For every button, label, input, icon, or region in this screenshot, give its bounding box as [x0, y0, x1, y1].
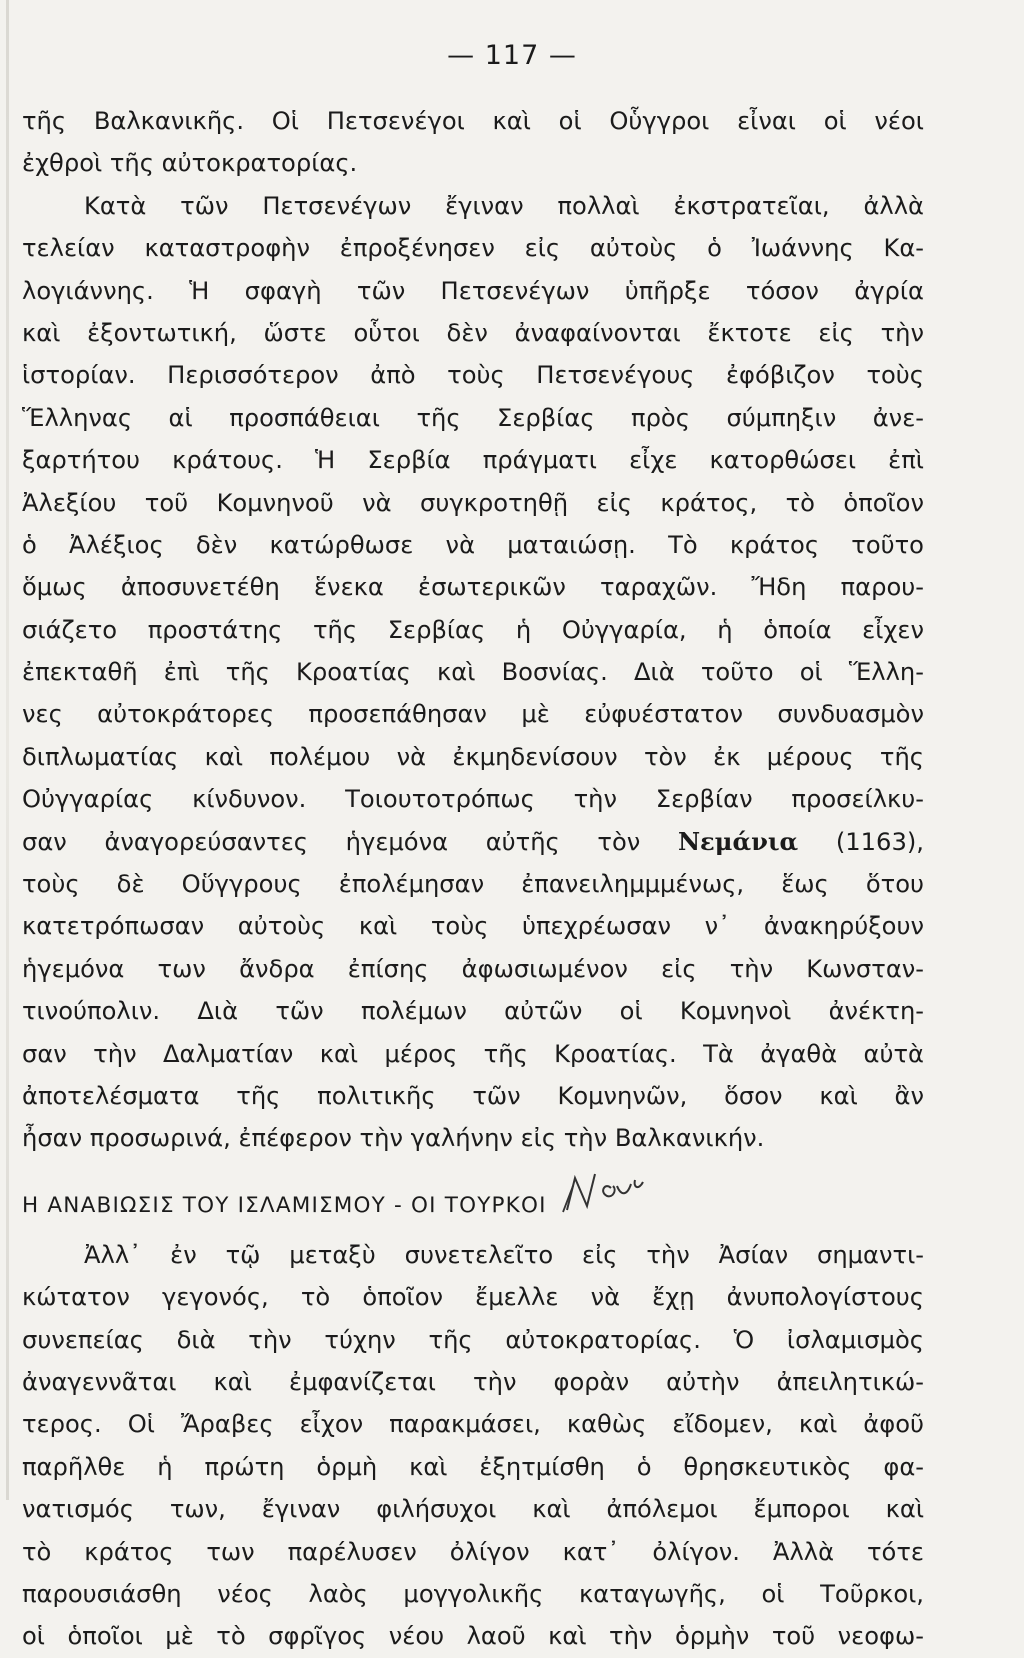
text-line: τινούπολιν. Διὰ τῶν πολέμων αὐτῶν οἱ Κομνηνοὶ ἀνέκτη-: [22, 997, 924, 1026]
text-line: ἐχθροὶ τῆς αὐτοκρατορίας.: [22, 149, 358, 178]
text-line: Οὐγγαρίας κίνδυνον. Τοιουτοτρόπως τὴν Σερβίαν προσείλκυ-: [22, 785, 924, 814]
text-line: ἀναγεννᾶται καὶ ἐμφανίζεται τὴν φορὰν αὐτὴν ἀπειλητικώ-: [22, 1367, 924, 1396]
text-line: τελείαν καταστροφὴν ἐπροξένησεν εἰς αὐτοὺς ὁ Ἰωάννης Κα-: [22, 234, 924, 263]
page-number: — 117 —: [447, 40, 577, 71]
text-line: Ἀλλ᾽ ἐν τῷ μεταξὺ συνετελεῖτο εἰς τὴν Ἀσίαν σημαντι-: [84, 1240, 924, 1269]
text-line: Ἕλληνας αἱ προσπάθειαι τῆς Σερβίας πρὸς σύμπηξιν ἀνε-: [22, 403, 924, 432]
text-line: τῆς Βαλκανικῆς. Οἱ Πετσενέγοι καὶ οἱ Οὗγγροι εἶναι οἱ νέοι: [22, 107, 924, 135]
text-line: ὁ Ἀλέξιος δὲν κατώρθωσε νὰ ματαιώσῃ. Τὸ κράτος τοῦτο: [22, 530, 924, 559]
bold-name-nemanja: Νεμάνια: [677, 826, 799, 856]
text-line: τοὺς δὲ Οὕγγρους ἐπολέμησαν ἐπανειλημμμένως, ἕως ὅτου: [22, 870, 924, 899]
text-line: Κατὰ τῶν Πετσενέγων ἔγιναν πολλαὶ ἐκστρατεῖαι, ἀλλὰ: [84, 191, 924, 220]
text-line: ἐπεκταθῆ ἐπὶ τῆς Κροατίας καὶ Βοσνίας. Διὰ τοῦτο οἱ Ἕλλη-: [22, 658, 924, 687]
section-heading: Η ΑΝΑΒΙΩΣΙΣ ΤΟΥ ΙΣΛΑΜΙΣΜΟΥ - ΟΙ ΤΟΥΡΚΟΙ: [22, 1166, 924, 1234]
text-line: νες αὐτοκράτορες προσεπάθησαν μὲ εὐφυέστατον συνδυασμὸν: [22, 700, 924, 729]
text-line: διπλωματίας καὶ πολέμου νὰ ἐκμηδενίσουν τὸν ἐκ μέρους τῆς: [22, 742, 924, 771]
paragraph-islam-turks: [22, 1234, 924, 1658]
text-line: σιάζετο προστάτης τῆς Σερβίας ἡ Οὐγγαρία, ἡ ὁποία εἶχεν: [22, 615, 924, 644]
text-line: οἱ ὁποῖοι μὲ τὸ σφρῖγος νέου λαοῦ καὶ τὴν ὁρμὴν τοῦ νεοφω-: [22, 1622, 924, 1651]
text-line: ὅμως ἀποσυνετέθη ἕνεκα ἐσωτερικῶν ταραχῶν. Ἤδη παρου-: [22, 573, 924, 602]
text-line-nemanja: σαν ἀναγορεύσαντες ἡγεμόνα αὐτῆς τὸν Νεμάνια (1163),: [22, 826, 924, 856]
page-text: [22, 100, 924, 1658]
text-line: κώτατον γεγονός, τὸ ὁποῖον ἔμελλε νὰ ἔχῃ ἀνυπολογίστους: [22, 1283, 924, 1312]
text-line: νατισμός των, ἔγιναν φιλήσυχοι καὶ ἀπόλεμοι ἔμποροι καὶ: [22, 1495, 924, 1524]
paragraph-balkans-enemies: [22, 100, 924, 185]
text-line: τερος. Οἱ Ἄραβες εἶχον παρακμάσει, καθὼς εἴδομεν, καὶ ἀφοῦ: [22, 1410, 924, 1439]
text-line: τὸ κράτος των παρέλυσεν ὀλίγον κατ᾽ ὀλίγον. Ἀλλὰ τότε: [22, 1537, 924, 1566]
text-line: Ἀλεξίου τοῦ Κομνηνοῦ νὰ συγκροτηθῇ εἰς κράτος, τὸ ὁποῖον: [22, 488, 924, 517]
paragraph-komnenoi-results: [22, 863, 924, 1160]
text-line: ἱστορίαν. Περισσότερον ἀπὸ τοὺς Πετσενέγους ἐφόβιζον τοὺς: [22, 361, 924, 390]
text-line: παρουσιάσθη νέος λαὸς μογγολικῆς καταγωγῆς, οἱ Τοῦρκοι,: [22, 1579, 924, 1608]
text-line: ἡγεμόνα των ἄνδρα ἐπίσης ἀφωσιωμένον εἰς τὴν Κωνσταν-: [22, 954, 924, 983]
text-line: ἀποτελέσματα τῆς πολιτικῆς τῶν Κομνηνῶν, ὅσον καὶ ἂν: [22, 1081, 924, 1110]
text-line: ἦσαν προσωρινά, ἐπέφερον τὴν γαλήνην εἰς τὴν Βαλκανικήν.: [22, 1124, 765, 1153]
paragraph-pechenegs-serbia: [22, 185, 924, 821]
text-line: λογιάννης. Ἡ σφαγὴ τῶν Πετσενέγων ὑπῆρξε τόσον ἀγρία: [22, 276, 924, 305]
text-line: κατετρόπωσαν αὐτοὺς καὶ τοὺς ὑπεχρέωσαν ν᾽ ἀνακηρύξουν: [22, 912, 924, 941]
text-line: παρῆλθε ἡ πρώτη ὁρμὴ καὶ ἐξητμίσθη ὁ θρησκευτικὸς φα-: [22, 1452, 924, 1481]
text-line: συνεπείας διὰ τὴν τύχην τῆς αὐτοκρατορίας. Ὁ ἰσλαμισμὸς: [22, 1325, 924, 1354]
text-line: καὶ ἐξοντωτική, ὥστε οὗτοι δὲν ἀναφαίνονται ἔκτοτε εἰς τὴν: [22, 318, 924, 347]
text-line: ξαρτήτου κράτους. Ἡ Σερβία πράγματι εἶχε κατορθώσει ἐπὶ: [22, 446, 924, 475]
text-line: σαν τὴν Δαλματίαν καὶ μέρος τῆς Κροατίας. Τὰ ἀγαθὰ αὐτὰ: [22, 1039, 924, 1068]
